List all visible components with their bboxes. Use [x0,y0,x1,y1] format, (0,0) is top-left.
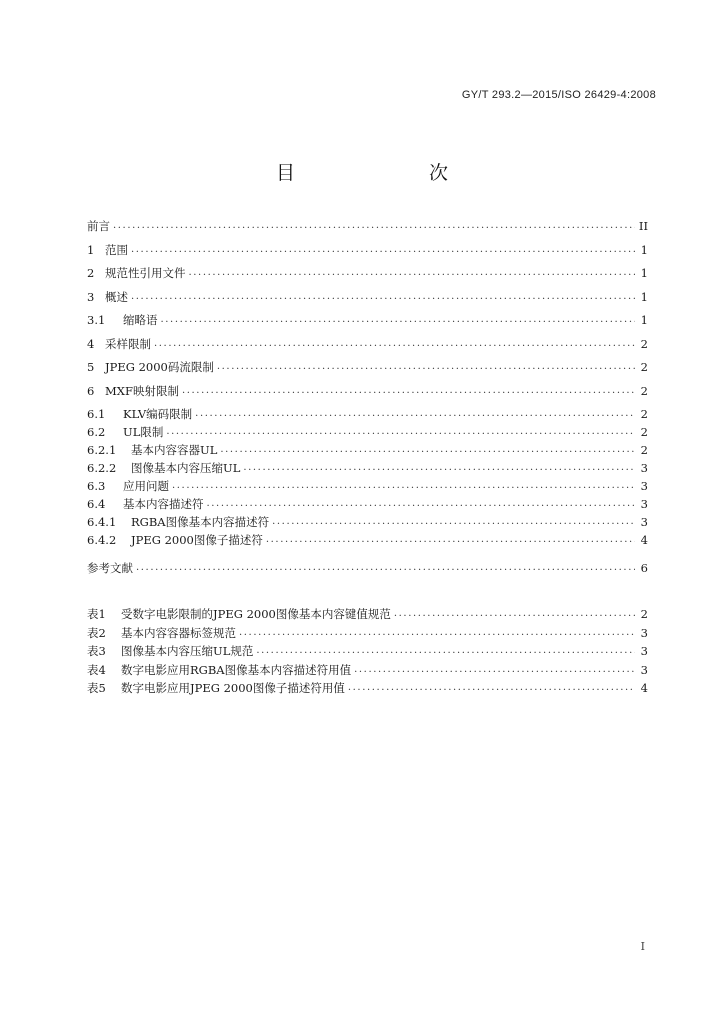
table-entry[interactable] [87,662,648,678]
dot-leader [131,289,635,305]
entry-title: 缩略语 [123,313,158,327]
entry-number: 6.4.2 [87,533,117,547]
dot-leader [161,312,636,328]
dot-leader [348,680,635,696]
toc-entry[interactable] [87,442,648,458]
entry-number: 表5 [87,681,106,695]
dot-leader [217,359,635,375]
entry-number: 5 [87,360,95,374]
entry-page-number: II [638,219,648,233]
entry-number: 6.4.1 [87,515,117,529]
dot-leader [220,442,635,458]
entry-number: 6.3 [87,479,106,493]
toc-entry[interactable] [87,406,648,422]
dot-leader [394,606,635,622]
toc-entry[interactable] [87,218,648,234]
entry-page-number: 3 [640,461,648,475]
entry-page-number: 3 [640,497,648,511]
entry-page-number: 4 [640,533,648,547]
entry-number: 6.4 [87,497,106,511]
dot-leader [243,460,635,476]
dot-leader [239,625,635,641]
toc-entry[interactable] [87,312,648,328]
toc-entry[interactable] [87,514,648,530]
entry-page-number: 2 [640,383,648,398]
entry-number: 3 [87,289,95,304]
entry-number: 表3 [87,644,106,658]
entry-number: 1 [87,242,95,257]
toc-entry[interactable] [87,478,648,494]
toc-entry[interactable] [87,359,648,375]
entry-title: 采样限制 [105,336,151,351]
entry-title: 数字电影应用RGBA图像基本内容描述符用值 [121,662,352,677]
entry-page-number: 3 [640,625,648,640]
toc-entry[interactable] [87,242,648,258]
dot-leader [195,406,635,422]
table-entry[interactable] [87,680,648,696]
entry-page-number: 2 [640,407,648,421]
dot-leader [136,560,635,576]
entry-title: 基本内容描述符 [123,497,204,511]
entry-title: RGBA图像基本内容描述符 [131,515,270,529]
entry-title: JPEG 2000图像子描述符 [131,533,263,547]
dot-leader [182,383,635,399]
entry-number: 6.2.2 [87,461,117,475]
dot-leader [266,532,635,548]
entry-title: 应用问题 [123,479,169,493]
entry-title: 基本内容容器UL [131,443,218,457]
dot-leader [154,336,635,352]
entry-number: 2 [87,266,95,280]
dot-leader [272,514,635,530]
entry-title: UL限制 [123,425,164,439]
entry-number: 表2 [87,625,106,640]
entry-title: 概述 [105,289,128,304]
entry-number: 表4 [87,662,106,677]
entry-number: 4 [87,336,95,351]
entry-title: 受数字电影限制的JPEG 2000图像基本内容键值规范 [121,607,391,621]
dot-leader [207,496,636,512]
entry-number: 6.2.1 [87,443,117,457]
toc-entry[interactable] [87,560,648,576]
entry-number: 6.1 [87,407,106,421]
entry-title: 数字电影应用JPEG 2000图像子描述符用值 [121,681,345,695]
entry-page-number: 6 [640,561,648,575]
toc-entry[interactable] [87,424,648,440]
entry-page-number: 1 [640,313,648,327]
dot-leader [172,478,635,494]
toc-entry[interactable] [87,532,648,548]
entry-title: 参考文献 [87,561,133,575]
entry-page-number: 3 [640,644,648,658]
toc-entry[interactable] [87,383,648,399]
entry-title: 规范性引用文件 [105,266,186,280]
entry-number: 6.2 [87,425,106,439]
entry-number: 表1 [87,607,106,621]
toc-entry[interactable] [87,265,648,281]
dot-leader [354,662,635,678]
entry-page-number: 2 [640,425,648,439]
entry-number: 3.1 [87,313,106,327]
entry-title: MXF映射限制 [105,383,179,398]
dot-leader [166,424,635,440]
entry-number: 6 [87,383,95,398]
entry-title: 基本内容容器标签规范 [121,625,236,640]
entry-title: 范围 [105,242,128,257]
entry-page-number: 1 [640,266,648,280]
table-entry[interactable] [87,643,648,659]
entry-page-number: 4 [640,681,648,695]
dot-leader [256,643,635,659]
entry-title: 前言 [87,219,110,233]
dot-leader [189,265,636,281]
entry-title: 图像基本内容压缩UL [131,461,241,475]
table-entry[interactable] [87,606,648,622]
entry-page-number: 2 [640,607,648,621]
entry-page-number: 2 [640,360,648,374]
entry-title: JPEG 2000码流限制 [105,360,214,374]
dot-leader [131,242,635,258]
entry-page-number: 3 [640,479,648,493]
toc-entry[interactable] [87,336,648,352]
toc-title: 目 次 [275,162,480,184]
entry-page-number: 2 [640,443,648,457]
entry-page-number: 3 [640,515,648,529]
entry-title: 图像基本内容压缩UL规范 [121,644,254,658]
standard-code: GY/T 293.2—2015/ISO 26429-4:2008 [461,89,656,101]
entry-title: KLV编码限制 [123,407,193,421]
entry-page-number: 1 [640,289,648,304]
toc-entry[interactable] [87,460,648,476]
entry-page-number: 2 [640,336,648,351]
table-entry[interactable] [87,625,648,641]
dot-leader [113,218,635,234]
page-number: I [640,940,645,953]
entry-page-number: 3 [640,662,648,677]
toc-entry[interactable] [87,289,648,305]
entry-page-number: 1 [640,242,648,257]
toc-entry[interactable] [87,496,648,512]
